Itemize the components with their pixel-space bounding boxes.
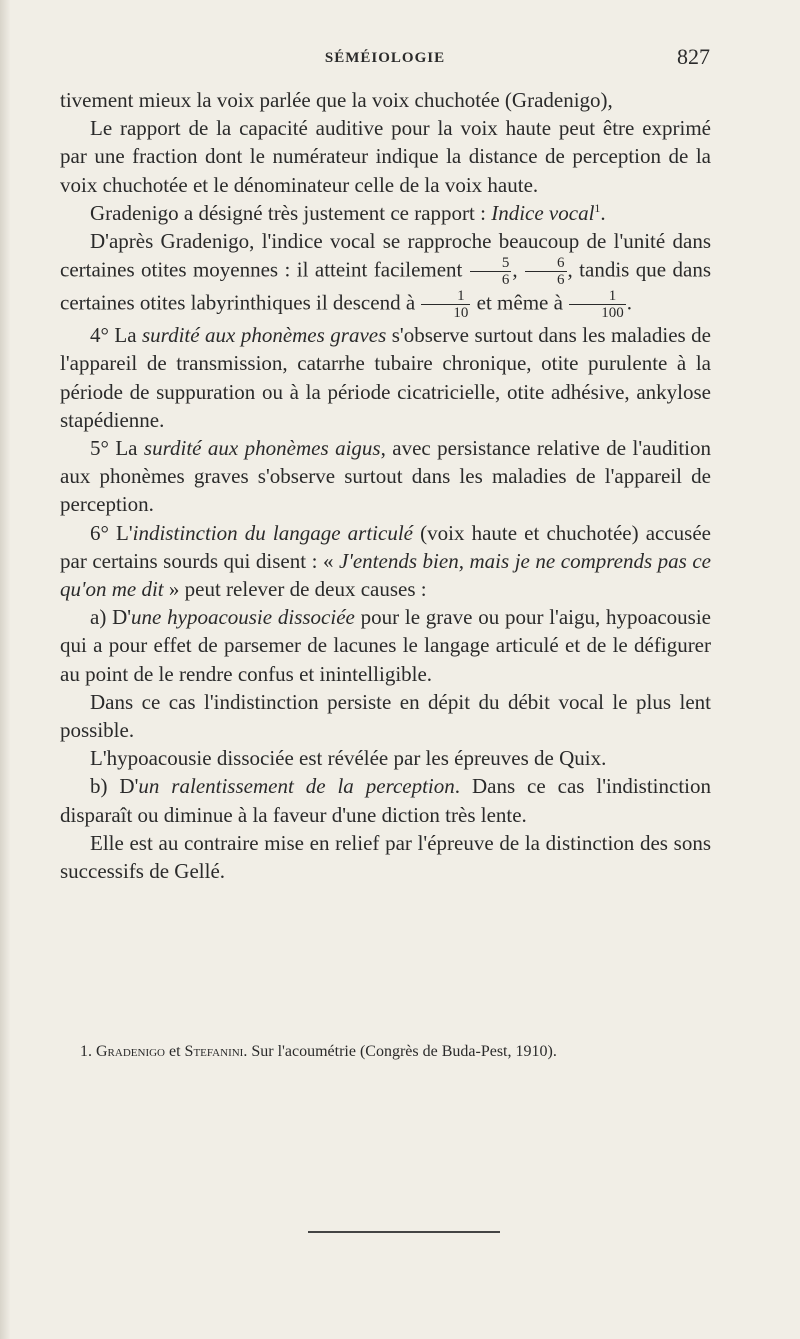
text-run: . Dans ce cas l'indistinction disparaît ou diminue à la faveur d'une diction très lente. — [60, 774, 711, 827]
footnote-number: 1. — [80, 1043, 96, 1060]
fraction — [421, 288, 470, 321]
italic-term: indistinction du langage articulé — [132, 520, 413, 545]
paragraph-10 — [60, 744, 711, 772]
text-run: (voix haute et chuchotée) accusée par certains sourds qui disent : « — [60, 520, 711, 573]
paragraph-3 — [60, 199, 711, 227]
italic-term: une hypoacousie dissociée — [131, 605, 355, 630]
italic-quote: J'entends bien, mais je ne comprends pas ce qu'on me dit — [60, 548, 712, 602]
text-run: Elle est au contraire mise en relief par l'épreuve de la distinction des sons successifs de Gellé. — [60, 830, 711, 884]
paragraph-7 — [60, 519, 711, 604]
body-text — [60, 86, 711, 885]
text-run: D'après Gradenigo, l'indice vocal se rapproche beaucoup de l'unité dans certaines otites moyennes : il atteint facilement — [60, 229, 711, 282]
text-run: a) D' — [90, 605, 132, 630]
paragraph-2 — [60, 114, 711, 199]
text-run: s'observe surtout dans les maladies de l'appareil de transmission, catarrhe tubaire chronique, otite purulente à la période de suppuration ou à la période cicatricielle, otite adhésive, ankylose stapédienne. — [60, 323, 711, 432]
paragraph-1 — [60, 86, 711, 114]
text-run: 6° L' — [90, 520, 133, 545]
italic-term: un ralentissement de la perception — [138, 774, 455, 799]
italic-term: Indice vocal — [491, 200, 595, 225]
paragraph-6 — [60, 434, 711, 519]
text-run: Le rapport de la capacité auditive pour la voix haute peut être exprimé par une fraction dont le numérateur indique la distance de perception de la voix chuchotée et le dénominateur celle de la voix haute. — [60, 116, 711, 197]
footnote-author: Gradenigo — [96, 1043, 165, 1060]
denominator: 10 — [421, 304, 470, 321]
end-rule — [308, 1231, 500, 1233]
denominator: 6 — [525, 271, 567, 288]
text-run: et même à — [471, 290, 569, 315]
fraction — [470, 255, 512, 288]
text-run: 4° La — [90, 323, 142, 348]
footnote — [60, 1040, 711, 1063]
footnote-author: Stefanini — [184, 1043, 244, 1060]
denominator: 100 — [569, 304, 626, 321]
text-run: » peut relever de deux causes : — [163, 577, 427, 602]
numerator: 6 — [557, 255, 565, 272]
paragraph-8 — [60, 603, 711, 688]
running-title: SÉMÉIOLOGIE — [324, 50, 446, 66]
text-run: pour le grave ou pour l'aigu, hypoacousie qui a pour effet de parsemer de lacunes le langage articulé et de le défigurer au point de le rendre confus et inintelligible. — [60, 605, 711, 686]
fraction — [525, 255, 567, 288]
numerator: 1 — [457, 288, 465, 305]
text-run: . — [626, 290, 632, 315]
fraction — [569, 288, 626, 321]
text-run: b) D' — [90, 774, 139, 799]
text-run: L'hypoacousie dissociée est révélée par les épreuves de Quix. — [90, 746, 607, 771]
paragraph-4 — [60, 227, 711, 321]
paragraph-12 — [60, 829, 711, 885]
text-run: , — [512, 257, 524, 282]
page-number: 827 — [677, 44, 710, 69]
text-run: . Sur l'acoumétrie (Congrès de Buda-Pest, 1910). — [243, 1043, 557, 1060]
text-run: 5° La — [90, 436, 144, 461]
denominator: 6 — [470, 271, 512, 288]
paragraph-5 — [60, 321, 711, 434]
footnote-text — [60, 1040, 711, 1063]
italic-term: surdité aux phonèmes graves — [142, 323, 387, 348]
italic-term: surdité aux phonèmes aigus — [143, 436, 381, 461]
footnote-ref: 1 — [594, 200, 601, 215]
page-edge — [0, 0, 10, 1339]
text-run: Gradenigo a désigné très justement ce rapport : — [90, 200, 492, 225]
text-run: tivement mieux la voix parlée que la voix chuchotée (Gradenigo), — [60, 88, 613, 112]
numerator: 5 — [501, 255, 510, 272]
page-header — [60, 44, 710, 74]
text-run: Dans ce cas l'indistinction persiste en dépit du débit vocal le plus lent possible. — [60, 689, 711, 743]
text-run: . — [600, 200, 606, 225]
paragraph-11 — [60, 772, 711, 828]
numerator: 1 — [608, 288, 617, 305]
text-run: , avec persistance relative de l'audition aux phonèmes graves s'observe surtout dans les maladies de l'appareil de perception. — [60, 436, 711, 517]
text-run: et — [165, 1043, 185, 1060]
text-run: , tandis que dans certaines otites labyrinthiques il descend à — [60, 257, 711, 315]
paragraph-9 — [60, 688, 711, 744]
